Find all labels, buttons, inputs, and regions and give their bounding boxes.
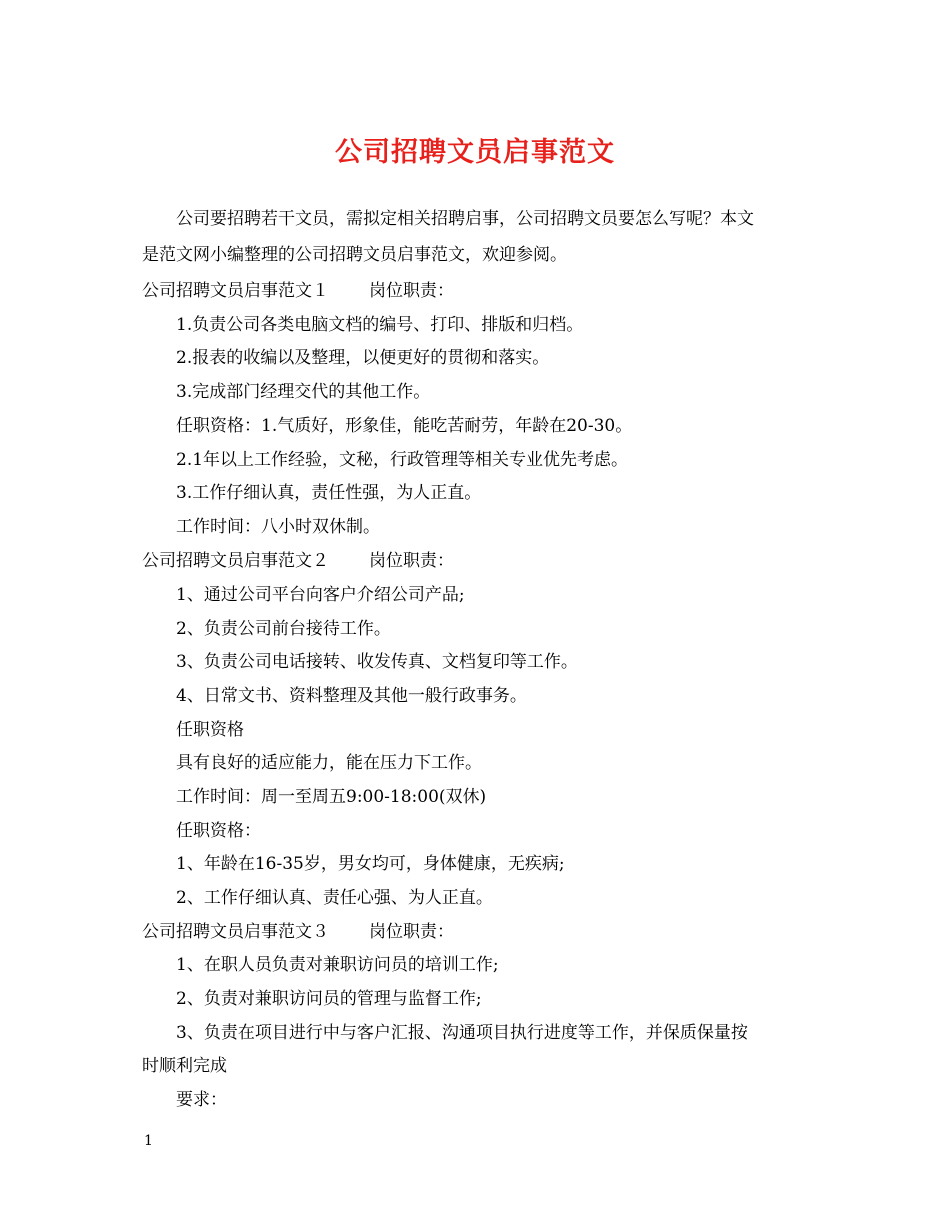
paragraph: 任职资格 [176,720,244,740]
paragraph: 1.负责公司各类电脑文档的编号、打印、排版和归档。 [176,315,584,335]
section-2-title: 公司招聘文员启事范文２ [142,551,329,571]
paragraph: 2.报表的收编以及整理，以便更好的贯彻和落实。 [176,348,550,368]
paragraph: 3、负责公司电话接转、收发传真、文档复印等工作。 [176,652,578,672]
paragraph: 要求： [176,1090,227,1110]
paragraph: 具有良好的适应能力，能在压力下工作。 [176,753,482,773]
section-2-duty-label: 岗位职责： [369,551,454,571]
section-3-heading [142,921,454,943]
paragraph: 3.完成部门经理交代的其他工作。 [176,382,431,402]
section-3-duty-label: 岗位职责： [369,922,454,942]
intro-line-2: 是范文网小编整理的公司招聘文员启事范文，欢迎参阅。 [142,245,567,265]
paragraph: 2、负责公司前台接待工作。 [176,619,391,639]
paragraph: 4、日常文书、资料整理及其他一般行政事务。 [176,686,527,706]
paragraph: 工作时间：周一至周五9:00-18:00(双休) [176,787,487,807]
paragraph: 2.1年以上工作经验，文秘，行政管理等相关专业优先考虑。 [176,450,629,470]
paragraph: 3、负责在项目进行中与客户汇报、沟通项目执行进度等工作，并保质保量按 [176,1023,748,1043]
intro-line-1: 公司要招聘若干文员，需拟定相关招聘启事，公司招聘文员要怎么写呢？本文 [176,209,754,229]
section-1-heading [142,280,454,302]
page-number: 1 [144,1133,153,1149]
section-3-title: 公司招聘文员启事范文３ [142,922,329,942]
section-1-title: 公司招聘文员启事范文１ [142,281,329,301]
paragraph: 2、工作仔细认真、责任心强、为人正直。 [176,888,493,908]
document-title: 公司招聘文员启事范文 [335,137,615,168]
paragraph: 1、通过公司平台向客户介绍公司产品; [176,585,465,605]
paragraph: 任职资格： [176,821,261,841]
paragraph-continuation: 时顺利完成 [142,1056,227,1076]
paragraph: 2、负责对兼职访问员的管理与监督工作; [176,989,482,1009]
paragraph: 工作时间：八小时双休制。 [176,517,380,537]
paragraph: 1、在职人员负责对兼职访问员的培训工作; [176,955,499,975]
section-1-duty-label: 岗位职责： [369,281,454,301]
paragraph: 3.工作仔细认真，责任性强，为人正直。 [176,483,482,503]
paragraph: 1、年龄在16-35岁，男女均可，身体健康，无疾病; [176,854,565,874]
paragraph: 任职资格：1.气质好，形象佳，能吃苦耐劳，年龄在20-30。 [176,416,633,436]
section-2-heading [142,550,454,572]
